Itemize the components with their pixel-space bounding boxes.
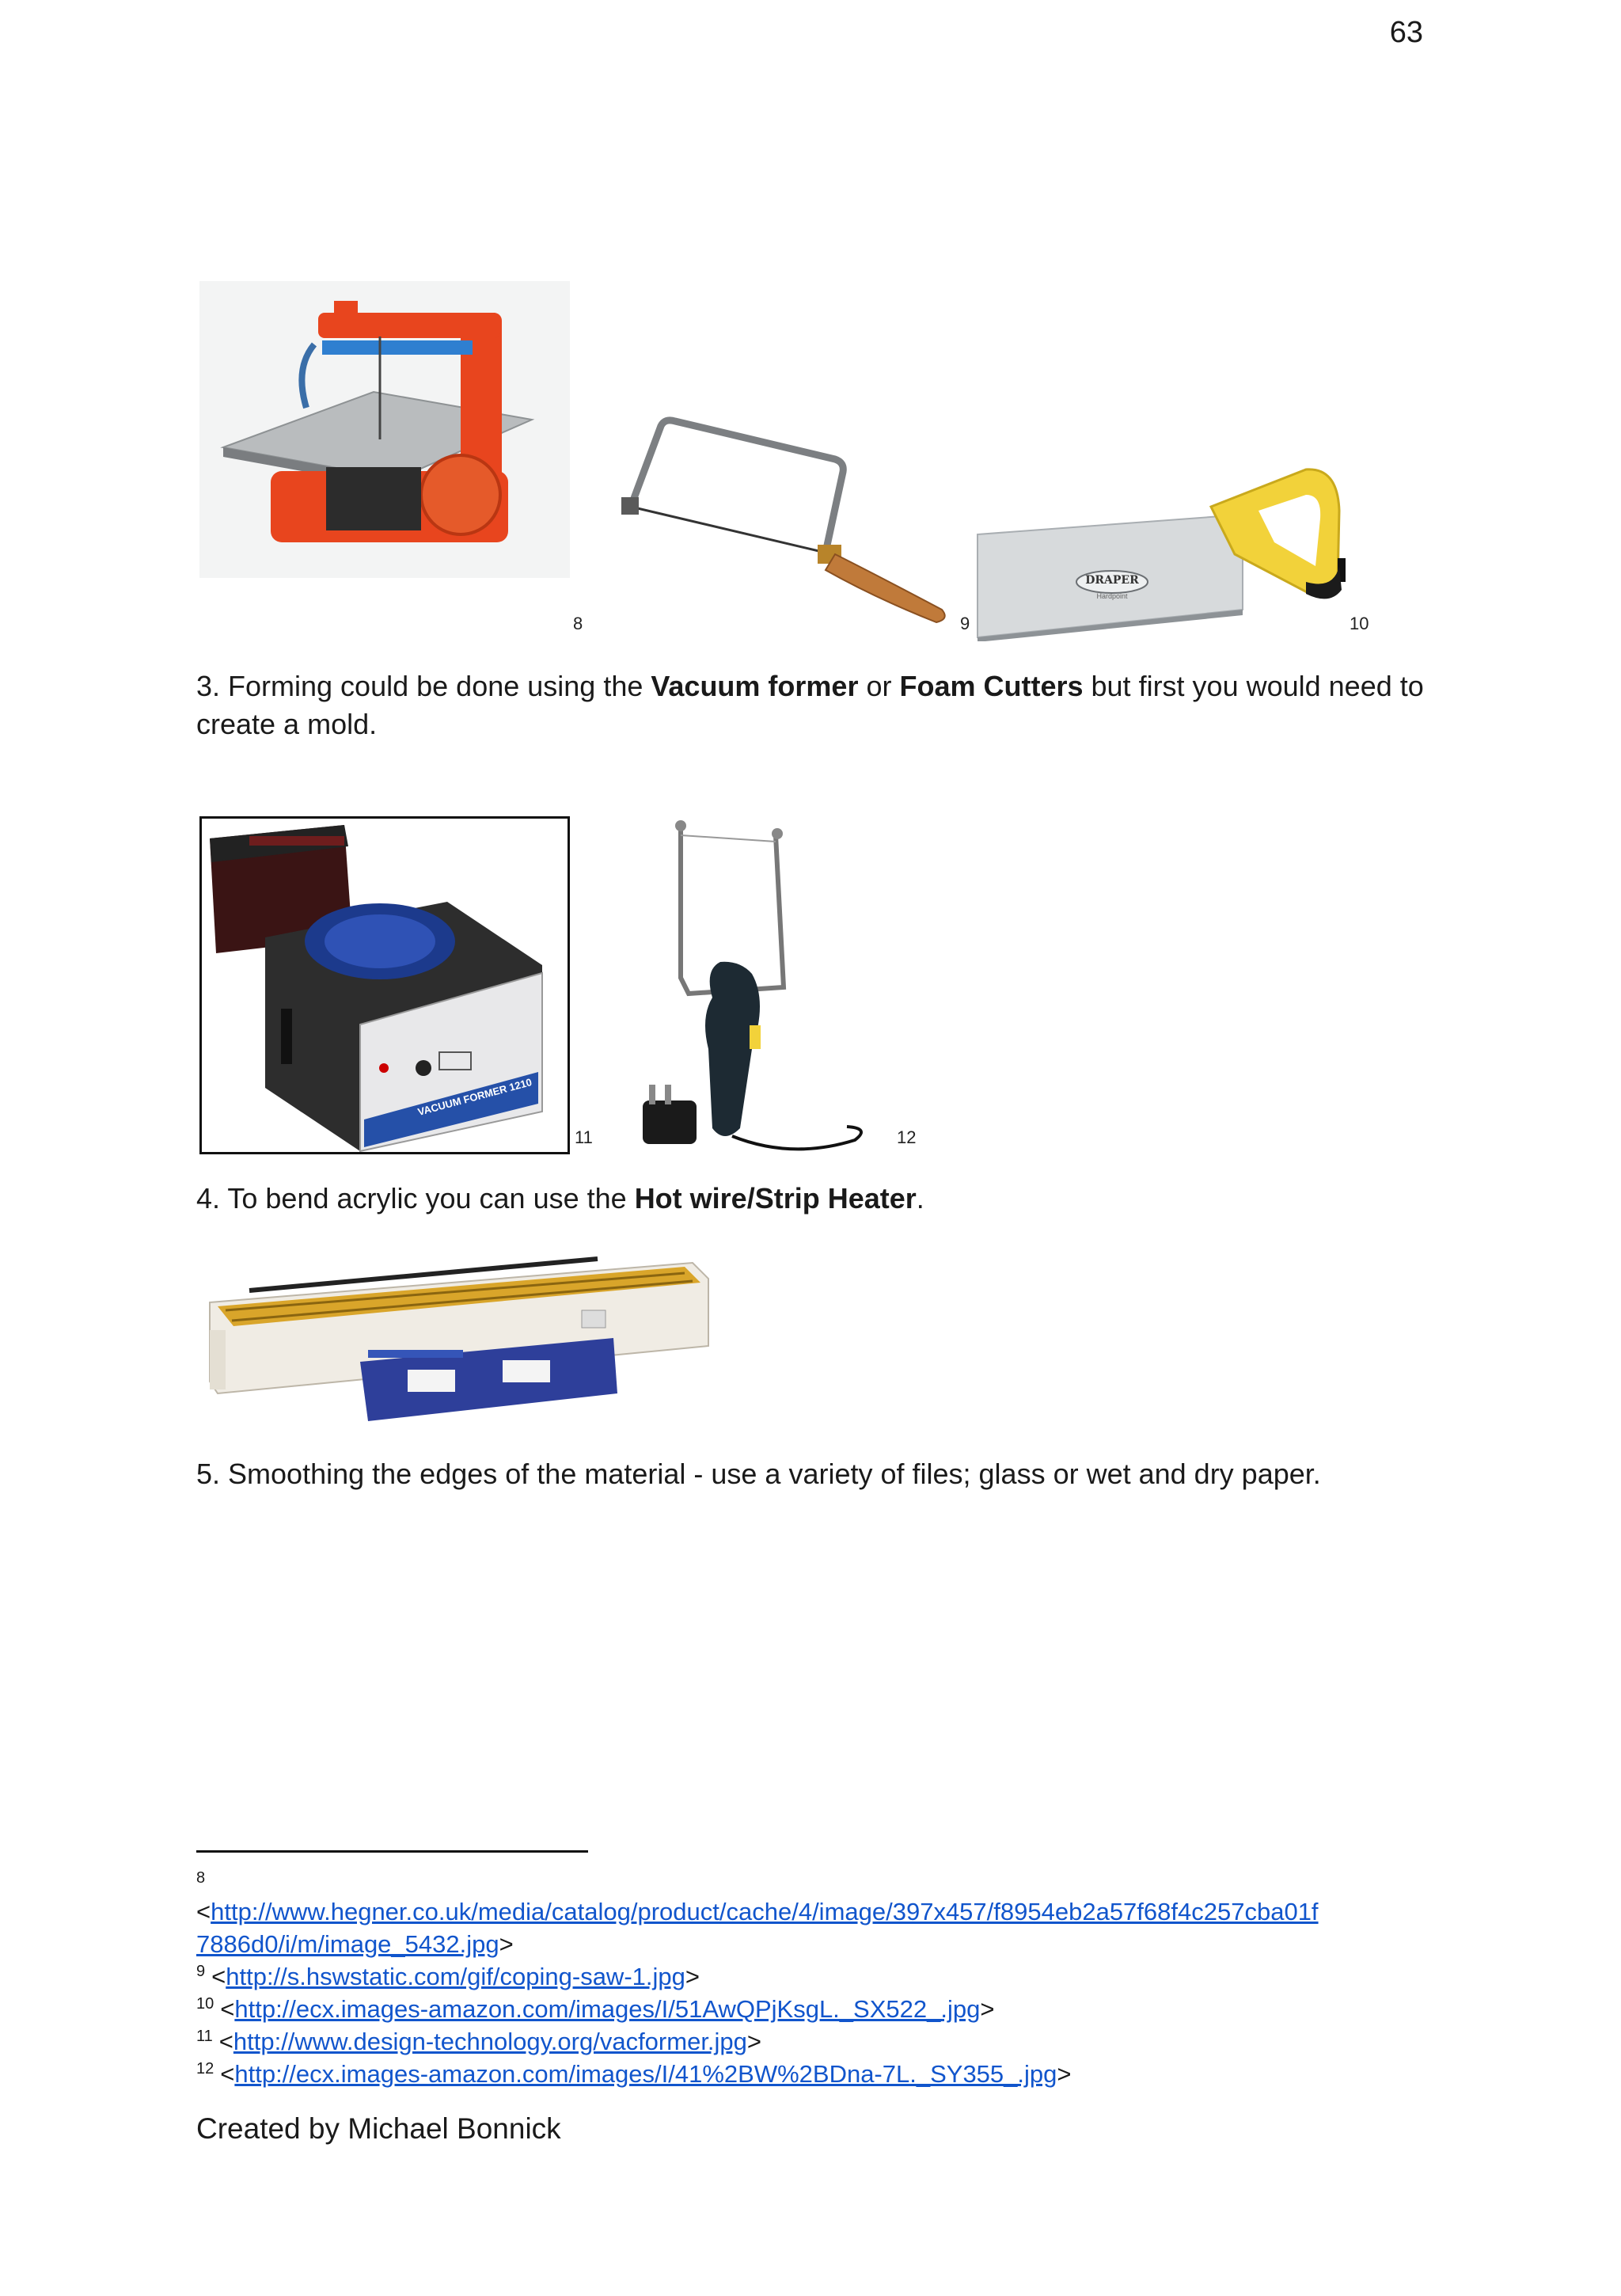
paragraph-forming-middle: or bbox=[858, 670, 900, 702]
footnote-separator bbox=[196, 1850, 588, 1853]
footnote-8-open-bracket: < bbox=[196, 1898, 211, 1925]
strip-heater-image bbox=[202, 1235, 716, 1425]
footnote-9-close-bracket: > bbox=[685, 1963, 700, 1990]
footnote-12-open-bracket: < bbox=[220, 2060, 235, 2088]
footnote-11-link[interactable]: http://www.design-technology.org/vacformer.jpg bbox=[233, 2028, 747, 2055]
footnote-10-close-bracket: > bbox=[980, 1995, 995, 2023]
paragraph-bend-prefix: 4. To bend acrylic you can use the bbox=[196, 1182, 635, 1215]
figure-label-8: 8 bbox=[573, 614, 583, 633]
vacuum-former-image bbox=[199, 816, 570, 1154]
scroll-saw-image bbox=[199, 281, 570, 578]
footnote-11-open-bracket: < bbox=[218, 2028, 233, 2055]
footnote-8-link-part-2[interactable]: 7886d0/i/m/image_5432.jpg bbox=[196, 1930, 499, 1958]
vacuum-brand-label: VACUUM FORMER 1210 bbox=[416, 1076, 533, 1119]
tenon-saw-image bbox=[974, 463, 1346, 641]
coping-saw-image bbox=[613, 412, 954, 633]
paragraph-forming-prefix: 3. Forming could be done using the bbox=[196, 670, 651, 702]
hot-wire-strip-heater-bold: Hot wire/Strip Heater bbox=[634, 1182, 917, 1215]
saw-brand-label: DRAPER bbox=[1085, 574, 1139, 587]
author-credit: Created by Michael Bonnick bbox=[196, 2112, 561, 2145]
paragraph-bend-acrylic bbox=[196, 1180, 1431, 1218]
footnote-9 bbox=[196, 1960, 1431, 1993]
footnote-8-link-part-1[interactable]: http://www.hegner.co.uk/media/catalog/product/cache/4/image/397x457/f8954eb2a57f68f4c257cba01f bbox=[211, 1898, 1319, 1925]
paragraph-smoothing: 5. Smoothing the edges of the material - use a variety of files; glass or wet and dry paper. bbox=[196, 1458, 1321, 1490]
footnote-9-link[interactable]: http://s.hswstatic.com/gif/coping-saw-1.jpg bbox=[226, 1963, 685, 1990]
footnote-8-line-2 bbox=[196, 1928, 1431, 1960]
footnote-11-close-bracket: > bbox=[746, 2028, 762, 2055]
footnote-11-number: 11 bbox=[196, 2027, 213, 2045]
figure-label-9: 9 bbox=[960, 614, 970, 633]
paragraph-forming bbox=[196, 667, 1431, 743]
footnote-8-close-bracket: > bbox=[499, 1930, 514, 1958]
footnote-12-link[interactable]: http://ecx.images-amazon.com/images/I/41%2BW%2BDna-7L._SY355_.jpg bbox=[234, 2060, 1057, 2088]
footnote-9-open-bracket: < bbox=[211, 1963, 226, 1990]
footnote-12-number: 12 bbox=[196, 2059, 214, 2077]
saw-subtext-label: Hardpoint bbox=[1096, 592, 1128, 600]
vacuum-former-bold: Vacuum former bbox=[651, 670, 859, 702]
paragraph-forming-suffix: but first you would need to create a mold. bbox=[196, 670, 1424, 740]
footnote-8-line-1 bbox=[196, 1895, 1431, 1928]
footnote-10-link[interactable]: http://ecx.images-amazon.com/images/I/51AwQPjKsgL._SX522_.jpg bbox=[234, 1995, 981, 2023]
page-number: 63 bbox=[1389, 16, 1423, 49]
figure-label-11: 11 bbox=[575, 1127, 593, 1147]
footnote-10-number: 10 bbox=[196, 1994, 214, 2013]
figure-label-12: 12 bbox=[897, 1127, 917, 1147]
foam-cutter-image bbox=[633, 812, 894, 1164]
footnote-12 bbox=[196, 2058, 1431, 2090]
footnote-12-close-bracket: > bbox=[1057, 2060, 1072, 2088]
footnote-8-number: 8 bbox=[196, 1869, 206, 1887]
footnotes bbox=[196, 1862, 1431, 2090]
footnote-11 bbox=[196, 2025, 1431, 2058]
footnote-10 bbox=[196, 1993, 1431, 2025]
footnote-10-open-bracket: < bbox=[220, 1995, 235, 2023]
paragraph-bend-suffix: . bbox=[916, 1182, 924, 1215]
footnote-9-number: 9 bbox=[196, 1962, 206, 1980]
foam-cutters-bold: Foam Cutters bbox=[899, 670, 1084, 702]
figure-label-10: 10 bbox=[1350, 614, 1369, 633]
